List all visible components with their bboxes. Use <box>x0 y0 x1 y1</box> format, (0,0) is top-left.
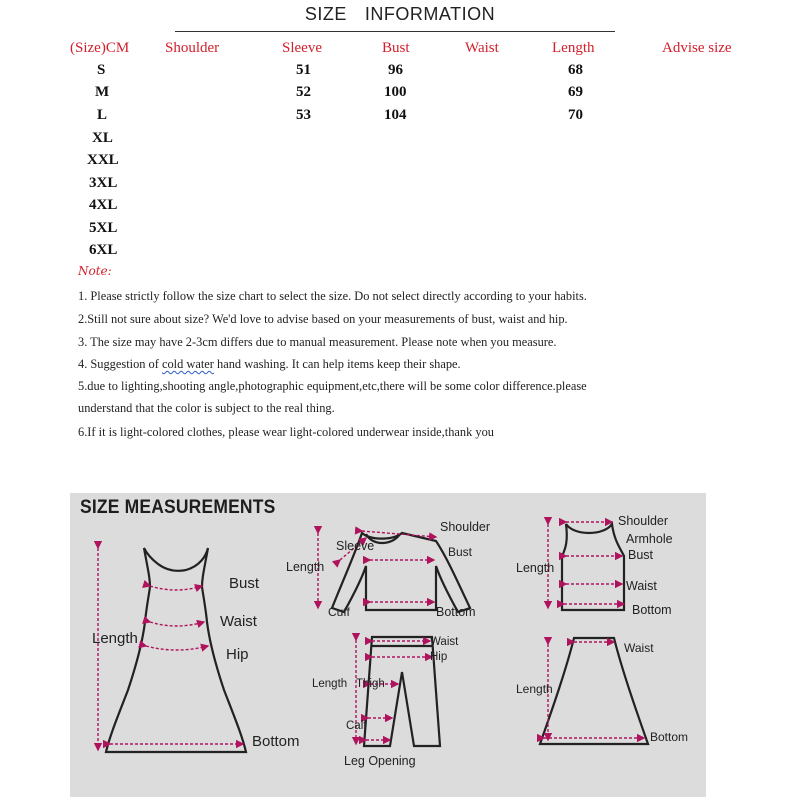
vest-figure <box>562 524 624 610</box>
note-1: 1. Please strictly follow the size chart to select the size. Do not select directly according to your habits. <box>78 289 587 303</box>
title-part-1: SIZE <box>304 4 347 24</box>
sleeve-cell: 51 <box>296 62 311 78</box>
size-cell: M <box>95 84 110 100</box>
size-cell: S <box>97 62 106 78</box>
skirt-waist-label: Waist <box>624 641 654 655</box>
bust-cell: 96 <box>388 62 403 78</box>
pants-length-label: Length <box>312 678 348 690</box>
pants-thigh-label: Thigh <box>356 678 385 690</box>
note-5-line-1: 5.due to lighting,shooting angle,photographic equipment,etc,there will be some color difference.please <box>78 379 587 393</box>
size-cell: XL <box>92 130 113 146</box>
size-cell: XXL <box>87 152 119 168</box>
note-2: 2.Still not sure about size? We'd love to advise based on your measurements of bust, waist and hip. <box>78 312 568 326</box>
title-part-2: INFORMATION <box>364 4 496 24</box>
size-cell: 5XL <box>89 220 118 236</box>
pants-hip-label: Hip <box>430 651 448 663</box>
dress-hip-label: Hip <box>226 646 249 663</box>
note-4-prefix: 4. Suggestion of <box>78 357 162 371</box>
vest-bust-label: Bust <box>628 548 654 562</box>
header-waist: Waist <box>465 40 499 56</box>
skirt-bottom-label: Bottom <box>650 730 689 744</box>
vest-measure-lines <box>548 522 624 608</box>
dress-bottom-label: Bottom <box>252 733 300 750</box>
note-label: Note: <box>78 264 112 278</box>
note-6: 6.If it is light-colored clothes, please wear light-colored underwear inside,thank you <box>78 425 494 439</box>
header-sleeve: Sleeve <box>282 40 322 56</box>
skirt-length-label: Length <box>516 682 553 696</box>
note-4-suffix: hand washing. It can help items keep their shape. <box>213 357 461 371</box>
sleeve-cell: 52 <box>296 84 311 100</box>
header-length: Length <box>552 40 595 56</box>
dress-measure-lines <box>98 548 243 750</box>
top-bottom-label: Bottom <box>436 605 476 619</box>
header-size: (Size)CM <box>70 40 130 56</box>
header-advise-size: Advise size <box>662 40 732 56</box>
top-cuff-label: Cuff <box>328 605 350 619</box>
top-bust-label: Bust <box>448 545 473 559</box>
measurement-title: SIZE MEASUREMENTS <box>80 497 276 518</box>
vest-bottom-label: Bottom <box>632 603 672 617</box>
note-5-line-2: understand that the color is subject to the real thing. <box>78 401 335 415</box>
top-length-label: Length <box>286 560 325 574</box>
dress-length-label: Length <box>92 630 138 647</box>
sleeve-cell: 53 <box>296 107 311 123</box>
top-shoulder-label: Shoulder <box>440 520 491 534</box>
pants-waist-label: Waist <box>430 636 459 648</box>
vest-length-label: Length <box>516 561 555 575</box>
dress-waist-label: Waist <box>220 613 257 630</box>
bust-cell: 104 <box>384 107 407 123</box>
note-4-highlight: cold water <box>161 357 214 371</box>
bust-cell: 100 <box>384 84 407 100</box>
size-cell: 6XL <box>89 242 118 258</box>
size-cell: 4XL <box>89 197 118 213</box>
pants-figure <box>364 637 440 746</box>
header-shoulder: Shoulder <box>165 40 220 56</box>
note-3: 3. The size may have 2-3cm differs due to manual measurement. Please note when you measure. <box>78 335 557 349</box>
length-cell: 69 <box>568 84 583 100</box>
size-cell: 3XL <box>89 175 118 191</box>
length-cell: 70 <box>568 107 583 123</box>
length-cell: 68 <box>568 62 583 78</box>
header-bust: Bust <box>382 40 410 56</box>
vest-armhole-label: Armhole <box>626 532 673 546</box>
size-cell: L <box>97 107 108 123</box>
pants-leg-opening-label: Leg Opening <box>344 754 416 768</box>
dress-bust-label: Bust <box>229 575 260 592</box>
top-sleeve-label: Sleeve <box>336 539 375 553</box>
vest-waist-label: Waist <box>626 579 657 593</box>
pants-calf-label: Calf <box>346 720 367 732</box>
vest-shoulder-label: Shoulder <box>618 514 669 528</box>
